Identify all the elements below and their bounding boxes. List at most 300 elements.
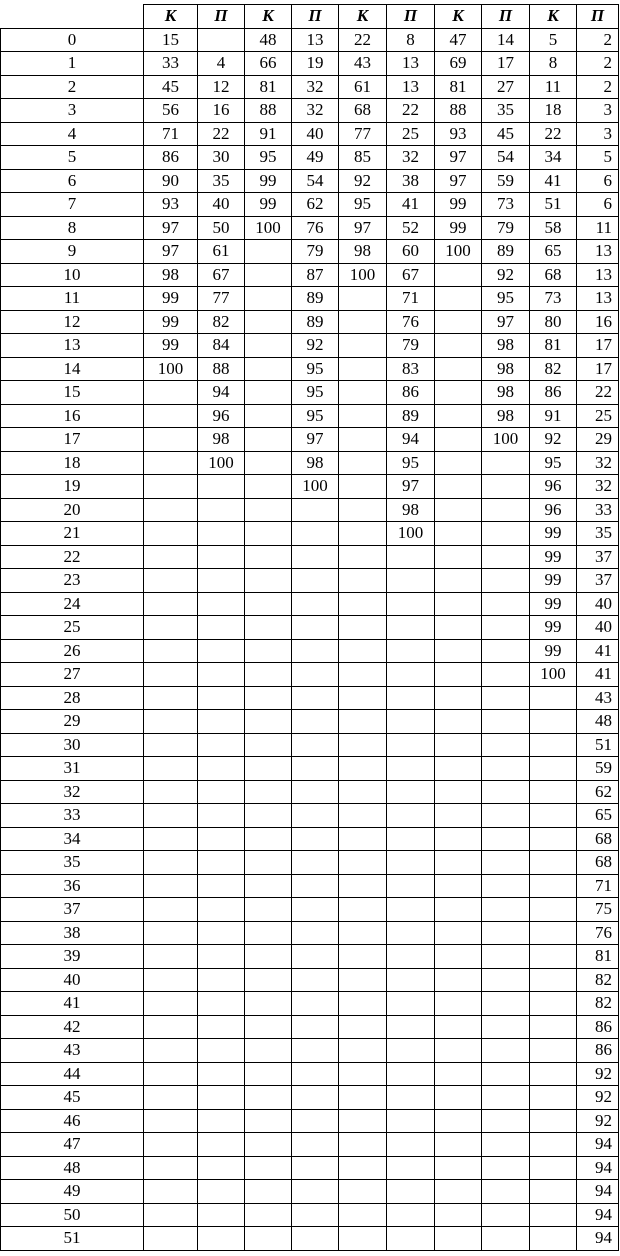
table-cell [482,1133,530,1157]
table-cell: 95 [292,381,339,405]
table-row [1,357,619,381]
row-label: 2 [1,75,144,99]
table-cell: 100 [198,451,245,475]
table-cell [387,1227,435,1251]
table-cell [292,827,339,851]
table-cell [292,874,339,898]
table-cell: 13 [577,287,619,311]
column-header: П [577,5,619,29]
table-cell [339,804,387,828]
table-cell: 41 [530,169,577,193]
table-cell: 94 [577,1203,619,1227]
corner-cell [1,5,144,29]
table-cell: 99 [530,569,577,593]
table-cell [339,968,387,992]
table-cell [339,1109,387,1133]
table-cell: 61 [198,240,245,264]
table-cell [435,733,482,757]
table-cell [339,1062,387,1086]
table-cell: 59 [482,169,530,193]
table-cell: 34 [530,146,577,170]
row-label: 9 [1,240,144,264]
table-cell [530,851,577,875]
table-row [1,334,619,358]
table-cell [339,757,387,781]
table-cell [387,1086,435,1110]
row-label: 29 [1,710,144,734]
row-label: 17 [1,428,144,452]
table-cell: 65 [577,804,619,828]
table-cell: 35 [198,169,245,193]
table-cell: 81 [245,75,292,99]
table-cell: 5 [577,146,619,170]
table-cell: 13 [387,75,435,99]
table-cell: 2 [577,28,619,52]
table-cell: 97 [339,216,387,240]
table-cell: 51 [577,733,619,757]
table-cell [387,804,435,828]
table-cell [144,1109,198,1133]
table-cell [144,404,198,428]
table-cell [530,945,577,969]
table-cell [435,522,482,546]
table-cell: 91 [245,122,292,146]
table-row [1,968,619,992]
table-cell: 98 [482,381,530,405]
table-cell [292,1015,339,1039]
table-cell: 96 [530,498,577,522]
table-cell [292,968,339,992]
table-cell [435,569,482,593]
column-header: К [530,5,577,29]
table-cell [198,639,245,663]
table-cell [387,1156,435,1180]
table-cell: 30 [198,146,245,170]
table-cell: 89 [482,240,530,264]
table-cell [435,428,482,452]
row-label: 14 [1,357,144,381]
table-cell: 94 [577,1133,619,1157]
table-cell: 100 [530,663,577,687]
table-cell [198,1133,245,1157]
table-cell [198,592,245,616]
table-cell [292,522,339,546]
table-cell [245,263,292,287]
table-cell [482,1109,530,1133]
table-cell [144,1062,198,1086]
table-row [1,804,619,828]
table-cell [339,451,387,475]
table-cell [292,686,339,710]
table-cell [144,733,198,757]
table-cell [387,1015,435,1039]
row-label: 13 [1,334,144,358]
table-cell: 95 [387,451,435,475]
table-row [1,545,619,569]
table-cell [198,921,245,945]
table-cell [435,780,482,804]
table-cell [435,263,482,287]
table-cell: 4 [198,52,245,76]
table-cell [482,1227,530,1251]
table-cell [198,1156,245,1180]
table-row [1,616,619,640]
table-cell [198,1015,245,1039]
table-row [1,827,619,851]
table-cell [339,616,387,640]
table-cell: 58 [530,216,577,240]
table-cell: 76 [387,310,435,334]
table-cell: 92 [292,334,339,358]
table-cell: 51 [530,193,577,217]
table-cell [144,451,198,475]
table-cell: 22 [198,122,245,146]
table-row [1,475,619,499]
table-cell: 88 [435,99,482,123]
table-cell: 27 [482,75,530,99]
table-row [1,381,619,405]
table-cell [144,616,198,640]
table-cell [245,945,292,969]
table-cell: 97 [435,169,482,193]
table-cell [339,827,387,851]
table-cell [245,780,292,804]
table-cell [530,780,577,804]
row-label: 22 [1,545,144,569]
table-cell [245,1227,292,1251]
table-cell: 41 [577,639,619,663]
table-row [1,451,619,475]
table-cell: 88 [245,99,292,123]
table-cell [435,287,482,311]
table-row [1,1039,619,1063]
table-cell [435,616,482,640]
table-cell: 68 [530,263,577,287]
table-cell [245,287,292,311]
row-label: 38 [1,921,144,945]
table-row [1,1109,619,1133]
table-cell: 79 [387,334,435,358]
table-cell [245,1133,292,1157]
table-cell: 98 [482,404,530,428]
row-label: 15 [1,381,144,405]
table-cell [144,968,198,992]
table-cell [245,757,292,781]
table-cell: 75 [577,898,619,922]
table-cell: 17 [577,357,619,381]
table-cell [198,616,245,640]
table-cell [245,616,292,640]
table-cell [482,545,530,569]
table-cell: 81 [530,334,577,358]
table-cell: 6 [577,169,619,193]
table-cell [245,898,292,922]
table-cell [339,475,387,499]
table-cell [245,921,292,945]
table-cell: 13 [577,263,619,287]
table-cell [292,1039,339,1063]
table-cell [387,639,435,663]
table-cell: 16 [577,310,619,334]
table-cell: 99 [530,522,577,546]
table-cell: 83 [387,357,435,381]
table-cell: 98 [387,498,435,522]
row-label: 20 [1,498,144,522]
table-cell: 92 [530,428,577,452]
row-label: 46 [1,1109,144,1133]
row-label: 41 [1,992,144,1016]
table-row [1,216,619,240]
table-cell: 92 [482,263,530,287]
table-cell: 98 [482,357,530,381]
table-cell: 82 [198,310,245,334]
table-cell [198,898,245,922]
table-row [1,686,619,710]
table-row [1,99,619,123]
table-row [1,52,619,76]
table-row [1,569,619,593]
table-cell: 86 [577,1015,619,1039]
table-cell [245,827,292,851]
table-cell [482,945,530,969]
table-cell: 100 [387,522,435,546]
table-cell [339,898,387,922]
table-cell: 98 [292,451,339,475]
table-cell: 45 [482,122,530,146]
row-label: 33 [1,804,144,828]
table-cell: 40 [198,193,245,217]
table-cell: 79 [482,216,530,240]
table-cell: 100 [482,428,530,452]
table-cell [339,663,387,687]
table-cell [530,827,577,851]
table-cell [435,968,482,992]
table-row [1,851,619,875]
table-cell [435,1203,482,1227]
table-row [1,639,619,663]
table-cell [482,733,530,757]
table-cell [387,851,435,875]
table-cell [530,710,577,734]
table-cell [435,1109,482,1133]
table-row [1,663,619,687]
table-cell [198,968,245,992]
table-row [1,310,619,334]
table-cell [245,451,292,475]
table-cell: 99 [530,545,577,569]
table-cell [530,1203,577,1227]
table-cell [482,1156,530,1180]
table-row [1,122,619,146]
table-cell: 22 [577,381,619,405]
row-label: 12 [1,310,144,334]
table-cell [144,475,198,499]
table-cell [435,592,482,616]
table-cell [387,1109,435,1133]
table-cell [144,804,198,828]
row-label: 24 [1,592,144,616]
row-label: 10 [1,263,144,287]
table-cell [292,733,339,757]
table-cell [292,616,339,640]
table-cell [530,686,577,710]
table-cell [245,357,292,381]
table-cell: 98 [198,428,245,452]
row-label: 5 [1,146,144,170]
table-cell [482,616,530,640]
table-cell [292,1086,339,1110]
table-cell [144,686,198,710]
table-row [1,1203,619,1227]
table-cell [482,874,530,898]
table-cell [339,992,387,1016]
table-cell [482,1015,530,1039]
table-row [1,874,619,898]
table-cell [435,686,482,710]
table-cell: 69 [435,52,482,76]
table-cell: 13 [577,240,619,264]
table-cell [198,1203,245,1227]
table-row [1,75,619,99]
table-cell: 97 [482,310,530,334]
table-cell [435,1180,482,1204]
table-cell: 98 [482,334,530,358]
table-cell: 86 [577,1039,619,1063]
table-cell: 65 [530,240,577,264]
table-cell [435,498,482,522]
table-cell: 68 [577,851,619,875]
table-cell [482,451,530,475]
table-row [1,146,619,170]
table-cell [245,1180,292,1204]
table-cell [339,569,387,593]
table-cell: 37 [577,545,619,569]
table-cell [339,545,387,569]
table-row [1,921,619,945]
table-row [1,945,619,969]
table-cell [245,639,292,663]
row-label: 3 [1,99,144,123]
table-cell: 49 [292,146,339,170]
table-cell [387,1039,435,1063]
table-cell: 87 [292,263,339,287]
table-cell [144,545,198,569]
table-cell: 37 [577,569,619,593]
table-cell: 47 [435,28,482,52]
table-cell [292,757,339,781]
table-cell: 32 [292,75,339,99]
table-cell: 59 [577,757,619,781]
table-cell [435,545,482,569]
table-cell: 93 [435,122,482,146]
table-cell [144,569,198,593]
row-label: 42 [1,1015,144,1039]
table-cell [530,1180,577,1204]
table-cell [387,874,435,898]
table-cell: 5 [530,28,577,52]
table-cell [292,1062,339,1086]
table-cell: 76 [292,216,339,240]
table-cell: 79 [292,240,339,264]
table-cell [245,569,292,593]
table-cell: 95 [339,193,387,217]
table-row [1,169,619,193]
row-label: 26 [1,639,144,663]
row-label: 36 [1,874,144,898]
table-cell: 80 [530,310,577,334]
table-cell [144,851,198,875]
table-cell: 50 [198,216,245,240]
table-cell [387,780,435,804]
table-cell [339,780,387,804]
table-row [1,240,619,264]
table-cell [339,381,387,405]
table-cell: 8 [530,52,577,76]
table-cell: 99 [245,193,292,217]
table-cell [530,921,577,945]
table-cell: 94 [577,1156,619,1180]
table-cell: 95 [292,357,339,381]
table-cell [292,592,339,616]
table-cell [530,733,577,757]
row-label: 34 [1,827,144,851]
table-cell [482,992,530,1016]
row-label: 1 [1,52,144,76]
row-label: 37 [1,898,144,922]
table-cell: 77 [339,122,387,146]
table-cell [482,921,530,945]
table-cell [198,475,245,499]
table-cell: 17 [482,52,530,76]
table-cell [482,1062,530,1086]
table-cell [198,1039,245,1063]
table-cell [482,851,530,875]
table-cell [245,710,292,734]
table-cell [292,639,339,663]
table-cell: 97 [435,146,482,170]
table-cell: 99 [144,310,198,334]
row-label: 4 [1,122,144,146]
table-cell: 6 [577,193,619,217]
table-cell [482,1086,530,1110]
table-row [1,992,619,1016]
table-cell: 68 [339,99,387,123]
table-cell: 67 [198,263,245,287]
table-cell [530,1062,577,1086]
table-cell [387,968,435,992]
table-cell [530,1133,577,1157]
table-cell [144,1180,198,1204]
table-cell [339,639,387,663]
table-cell: 95 [292,404,339,428]
table-cell: 22 [339,28,387,52]
row-label: 19 [1,475,144,499]
table-cell: 67 [387,263,435,287]
table-cell [482,569,530,593]
table-cell [198,827,245,851]
table-cell: 2 [577,52,619,76]
table-cell [144,1133,198,1157]
table-cell [198,1062,245,1086]
table-cell: 32 [577,475,619,499]
row-label: 25 [1,616,144,640]
table-body [1,28,619,1250]
table-cell [530,1156,577,1180]
table-cell [245,381,292,405]
data-table [0,4,619,1251]
table-cell [198,28,245,52]
table-cell: 73 [530,287,577,311]
